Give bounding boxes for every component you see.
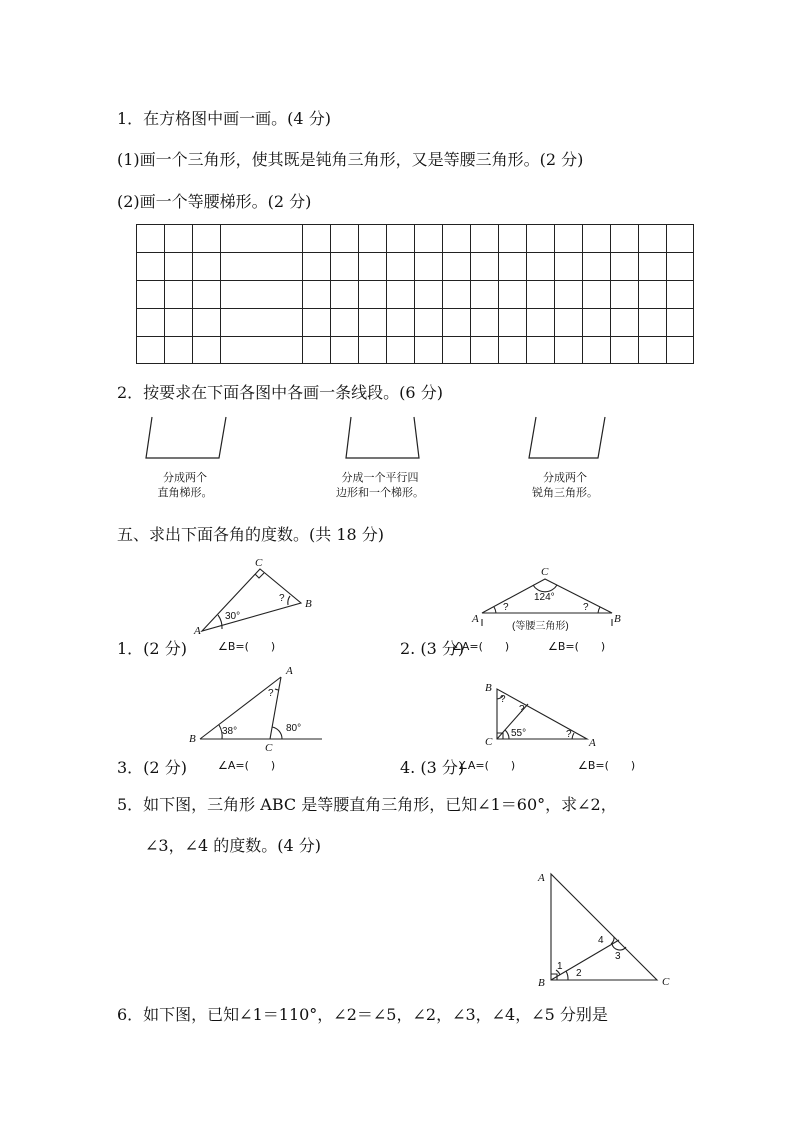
p4-label-c: C xyxy=(485,736,493,748)
p4-answer-a: ∠A=( ) xyxy=(458,759,516,772)
p1-angle-q: ? xyxy=(279,593,285,604)
p2-note: (等腰三角形) xyxy=(512,621,569,632)
p2-answer-a: ∠A=( ) xyxy=(452,640,510,653)
p4-angle-q-a: ? xyxy=(566,729,572,740)
p4-angle-55: 55° xyxy=(511,728,527,739)
q5-line1: 5．如下图，三角形 ABC 是等腰直角三角形，已知∠1＝60°，求∠2， xyxy=(117,795,617,814)
q5-triangle xyxy=(551,874,657,980)
p1-angle-30: 30° xyxy=(225,611,241,622)
p3-label-a: A xyxy=(286,665,293,677)
p2-answer-b: ∠B=( ) xyxy=(548,640,606,653)
p2-angle-q-a: ? xyxy=(503,602,509,613)
p2-label-c: C xyxy=(541,566,549,578)
q2-caption-3: 分成两个 锐角三角形。 xyxy=(532,471,598,499)
p4-angle-q-b: ? xyxy=(500,694,506,705)
p1-label-a: A xyxy=(194,625,201,637)
q2-caption-2: 分成一个平行四 边形和一个梯形。 xyxy=(336,471,424,499)
section5-title: 五、求出下面各角的度数。(共 18 分) xyxy=(117,525,385,544)
q1-sub1: (1)画一个三角形，使其既是钝角三角形，又是等腰三角形。(2 分) xyxy=(117,150,584,169)
q5-angle-3: 3 xyxy=(615,951,621,962)
p3-angle-38: 38° xyxy=(222,726,238,737)
q5-arc-2 xyxy=(566,971,568,980)
q5-label-a: A xyxy=(538,872,545,884)
p2-angle-124: 124° xyxy=(534,592,555,603)
p2-label-a: A xyxy=(472,613,479,625)
p4-label-b: B xyxy=(485,682,492,694)
q5-angle-1: 1 xyxy=(557,961,563,972)
p4-number: 4. (3 分) xyxy=(400,758,465,777)
p1-label-b: B xyxy=(305,598,312,610)
q2-title: 2．按要求在下面各图中各画一条线段。(6 分) xyxy=(117,383,443,402)
q5-line2: ∠3，∠4 的度数。(4 分) xyxy=(145,836,322,855)
p2-angle-q-b: ? xyxy=(583,602,589,613)
q2-caption-1: 分成两个 直角梯形。 xyxy=(157,471,213,499)
p1-label-c: C xyxy=(255,557,263,569)
q6-line1: 6．如下图，已知∠1＝110°，∠2＝∠5，∠2，∠3，∠4，∠5 分别是 xyxy=(117,1005,608,1024)
q1-sub2: (2)画一个等腰梯形。(2 分) xyxy=(117,192,312,211)
q1-title: 1．在方格图中画一画。(4 分) xyxy=(117,109,331,128)
p3-label-c: C xyxy=(265,742,273,754)
q5-angle-4: 4 xyxy=(598,935,604,946)
p2-label-b: B xyxy=(614,613,621,625)
p3-answer: ∠A=( ) xyxy=(218,759,276,772)
q5-label-c: C xyxy=(662,976,670,988)
p2-number: 2. (3 分) xyxy=(400,639,465,658)
p1-answer: ∠B=( ) xyxy=(218,640,276,653)
p1-number: 1．(2 分) xyxy=(117,639,187,658)
p4-label-a: A xyxy=(589,737,596,749)
q5-angle-2: 2 xyxy=(576,968,582,979)
p4-angle-q-inner: ? xyxy=(519,704,525,715)
p3-angle-q: ? xyxy=(268,688,274,699)
p3-number: 3．(2 分) xyxy=(117,758,187,777)
p4-answer-b: ∠B=( ) xyxy=(578,759,636,772)
p3-angle-80: 80° xyxy=(286,723,302,734)
p3-label-b: B xyxy=(189,733,196,745)
q5-inner-line xyxy=(551,940,619,980)
q5-label-b: B xyxy=(538,977,545,989)
